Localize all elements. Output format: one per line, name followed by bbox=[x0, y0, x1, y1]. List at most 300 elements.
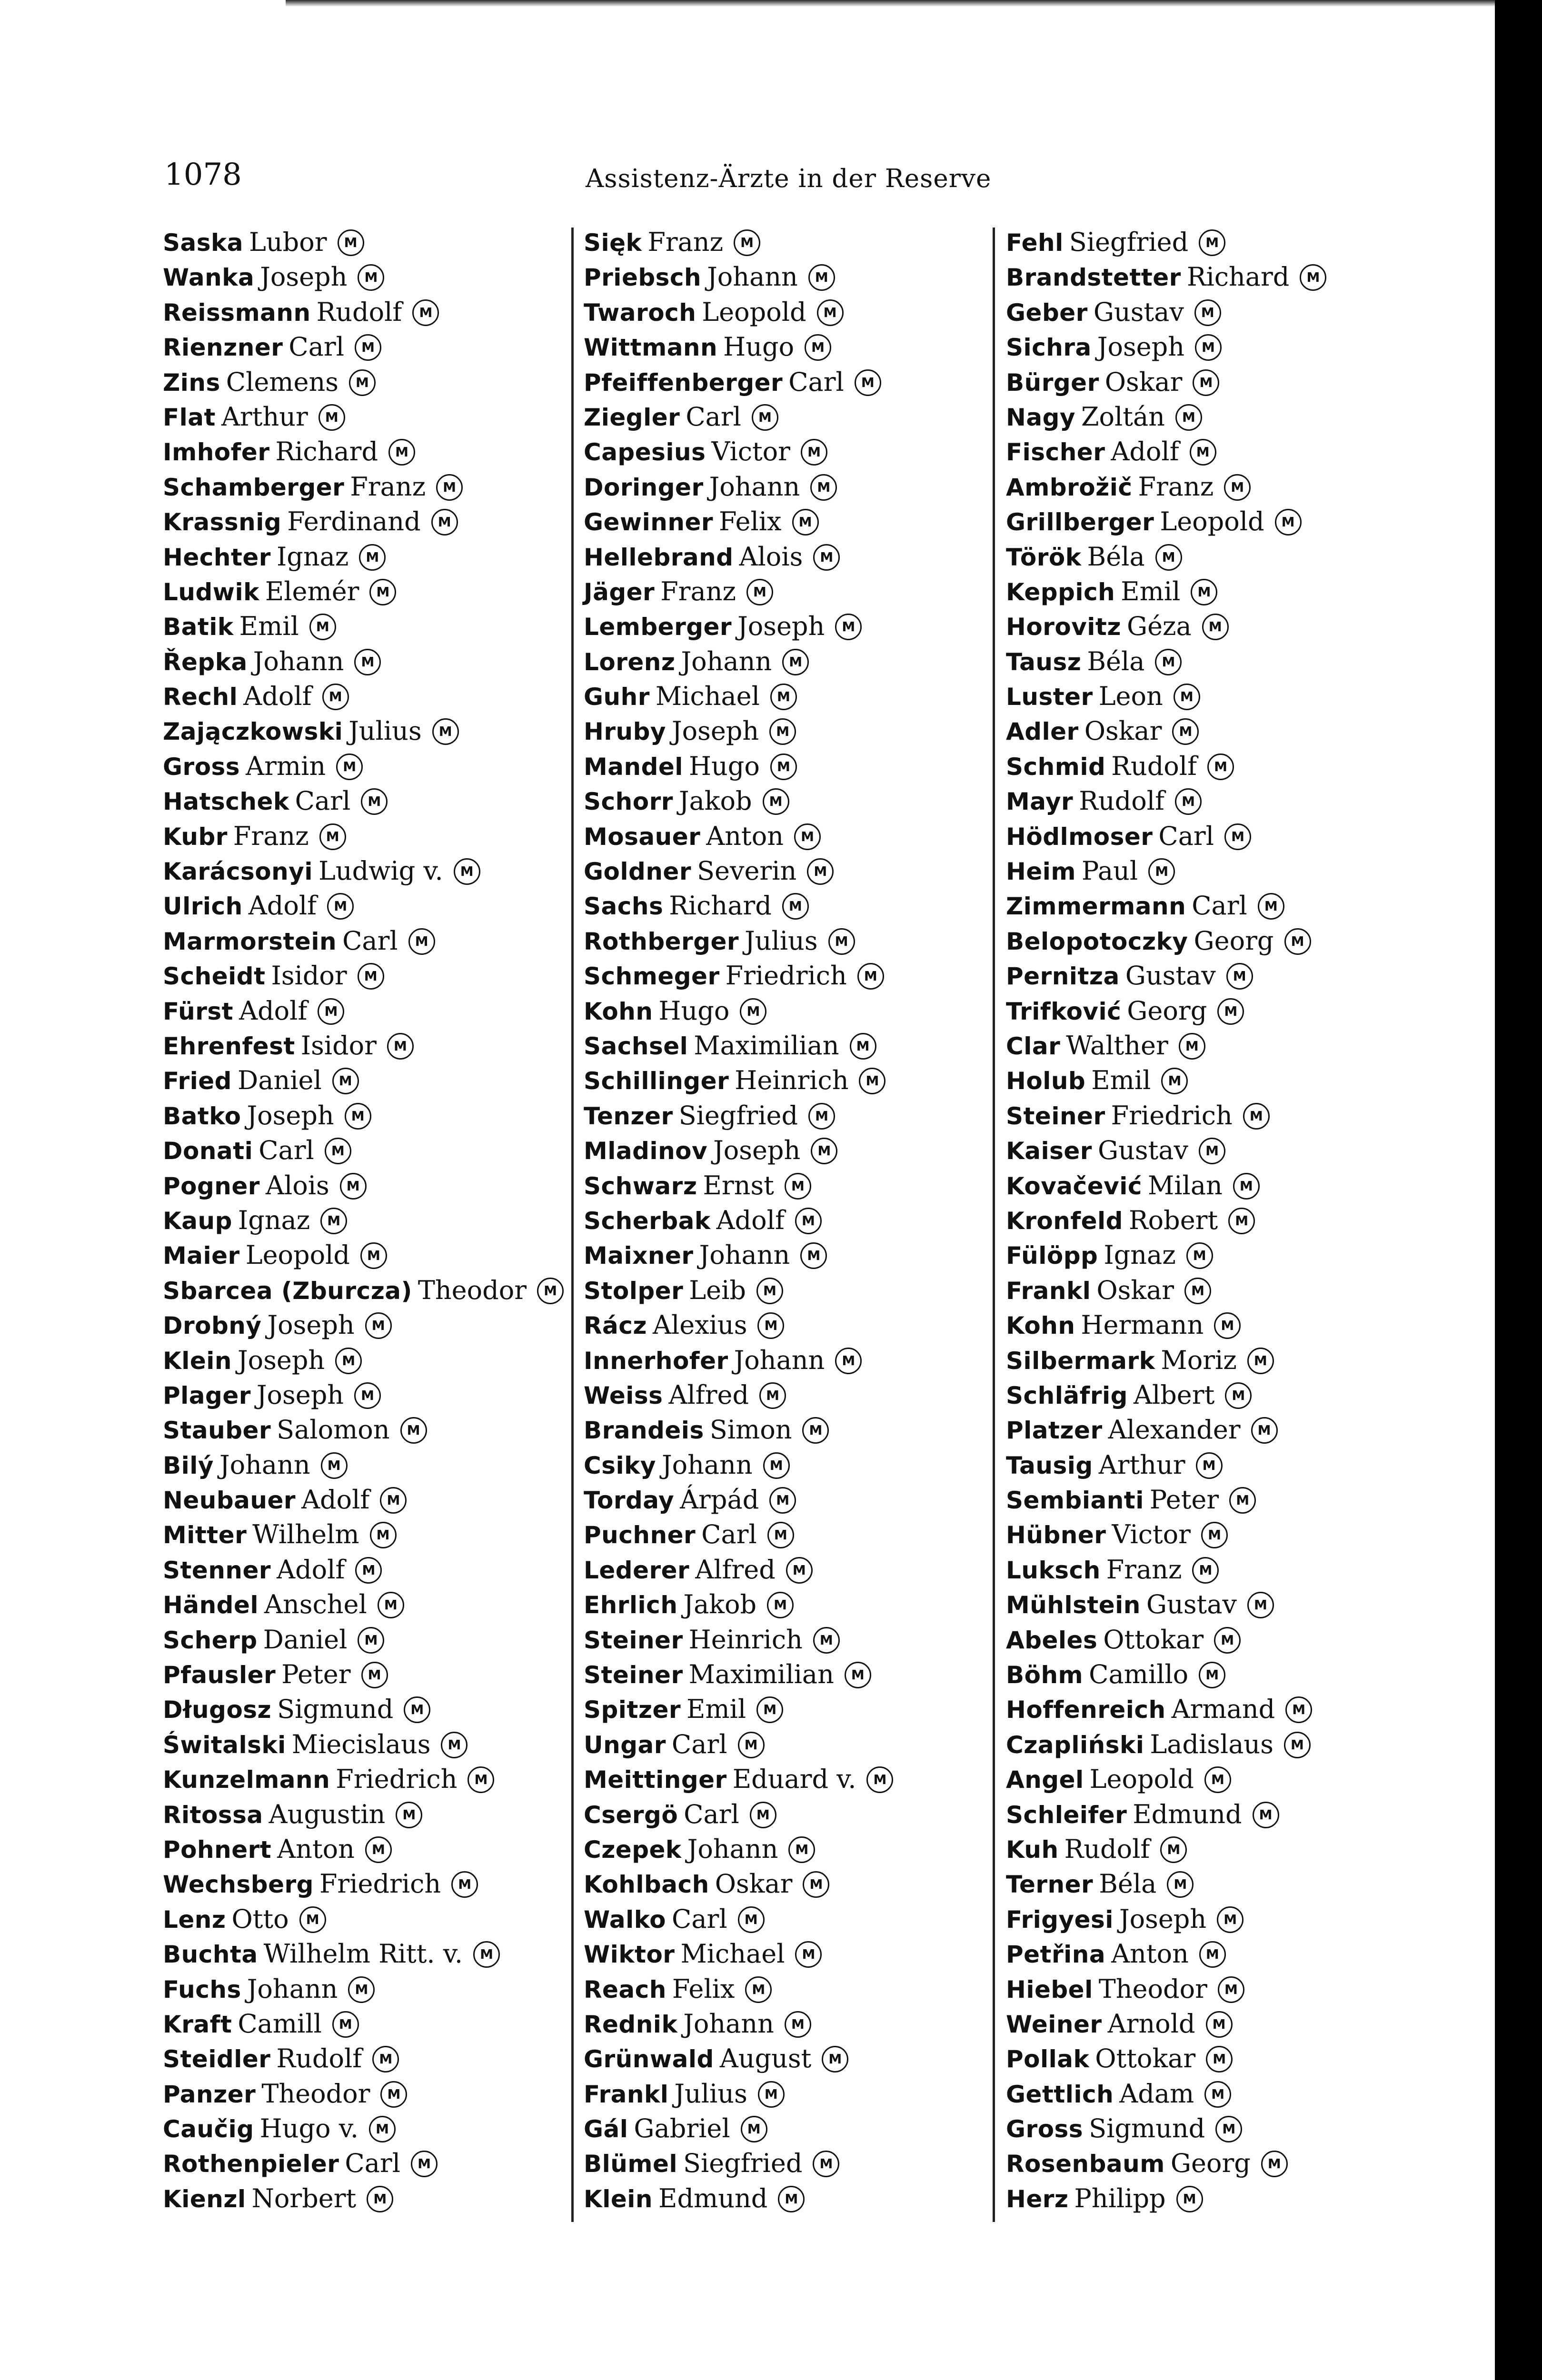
circled-m-icon: M bbox=[792, 509, 819, 536]
circled-m-icon: M bbox=[1201, 1522, 1228, 1548]
circled-m-icon: M bbox=[845, 1662, 871, 1688]
entry-surname: Kronfeld bbox=[1006, 1207, 1123, 1235]
entry-surname: Caučig bbox=[163, 2115, 254, 2143]
entry-given-name: Gustav bbox=[1125, 961, 1216, 991]
entry-surname: Pfausler bbox=[163, 1661, 276, 1689]
name-entry bbox=[584, 1797, 988, 1832]
circled-m-icon: M bbox=[370, 1522, 397, 1548]
entry-given-name: Franz bbox=[647, 227, 724, 257]
entry-given-name: Georg bbox=[1194, 925, 1274, 956]
name-entry bbox=[584, 1203, 988, 1238]
circled-m-icon: M bbox=[817, 299, 844, 326]
entry-surname: Zins bbox=[163, 368, 220, 397]
entry-given-name: Armin bbox=[246, 751, 326, 781]
entry-given-name: Johann bbox=[699, 1240, 790, 1270]
entry-given-name: Béla bbox=[1087, 541, 1145, 572]
circled-m-icon: M bbox=[767, 1592, 794, 1618]
circled-m-icon: M bbox=[778, 2186, 805, 2212]
circled-m-icon: M bbox=[1204, 1766, 1231, 1793]
circled-m-icon: M bbox=[537, 1278, 564, 1304]
entry-surname: Lederer bbox=[584, 1556, 690, 1584]
circled-m-icon: M bbox=[1284, 928, 1311, 955]
entry-surname: Fülöpp bbox=[1006, 1242, 1098, 1270]
name-entry bbox=[584, 259, 988, 294]
name-entry bbox=[163, 1482, 572, 1517]
name-entry bbox=[163, 1832, 572, 1866]
name-entry bbox=[163, 574, 572, 609]
name-entry bbox=[1006, 1482, 1482, 1517]
entry-given-name: Carl bbox=[684, 1799, 739, 1829]
entry-given-name: Heinrich bbox=[735, 1065, 849, 1096]
entry-given-name: Sigmund bbox=[1089, 2113, 1205, 2144]
name-entry bbox=[584, 225, 988, 259]
circled-m-icon: M bbox=[369, 2116, 396, 2142]
name-entry bbox=[1006, 1273, 1482, 1308]
entry-given-name: Adolf bbox=[239, 995, 308, 1026]
circled-m-icon: M bbox=[795, 1208, 822, 1234]
entry-surname: Gál bbox=[584, 2115, 628, 2143]
name-entry bbox=[584, 714, 988, 748]
circled-m-icon: M bbox=[1199, 1662, 1225, 1688]
entry-surname: Weiner bbox=[1006, 2010, 1102, 2038]
entry-given-name: Leib bbox=[689, 1275, 746, 1305]
circled-m-icon: M bbox=[782, 649, 809, 675]
entry-surname: Hellebrand bbox=[584, 543, 734, 571]
entry-surname: Maier bbox=[163, 1242, 240, 1270]
circled-m-icon: M bbox=[355, 1557, 382, 1584]
circled-m-icon: M bbox=[763, 788, 789, 815]
name-column-1 bbox=[163, 225, 572, 2216]
circled-m-icon: M bbox=[436, 474, 463, 501]
entry-given-name: Carl bbox=[701, 1519, 757, 1550]
circled-m-icon: M bbox=[822, 2046, 848, 2073]
name-entry bbox=[163, 1762, 572, 1796]
entry-surname: Brandstetter bbox=[1006, 264, 1181, 292]
circled-m-icon: M bbox=[299, 1906, 326, 1933]
circled-m-icon: M bbox=[1175, 788, 1202, 815]
entry-surname: Innerhofer bbox=[584, 1347, 728, 1375]
entry-given-name: Ignaz bbox=[1104, 1240, 1176, 1270]
entry-given-name: Maximilian bbox=[694, 1030, 839, 1061]
circled-m-icon: M bbox=[835, 1348, 862, 1374]
entry-given-name: Joseph bbox=[256, 1379, 344, 1410]
entry-given-name: Johann bbox=[734, 1345, 825, 1375]
entry-given-name: Adolf bbox=[243, 681, 312, 712]
entry-given-name: Julius bbox=[348, 716, 422, 746]
name-entry bbox=[163, 819, 572, 853]
entry-surname: Lorenz bbox=[584, 648, 676, 676]
name-entry bbox=[584, 783, 988, 818]
circled-m-icon: M bbox=[325, 1138, 351, 1164]
entry-surname: Hödlmoser bbox=[1006, 823, 1153, 851]
circled-m-icon: M bbox=[372, 2046, 399, 2073]
entry-given-name: Joseph bbox=[1119, 1904, 1207, 1934]
name-entry bbox=[1006, 329, 1482, 364]
circled-m-icon: M bbox=[1217, 1906, 1244, 1933]
name-entry bbox=[163, 1378, 572, 1412]
entry-given-name: Leon bbox=[1098, 681, 1163, 712]
entry-given-name: Robert bbox=[1128, 1205, 1218, 1235]
circled-m-icon: M bbox=[349, 369, 376, 396]
name-entry bbox=[584, 1063, 988, 1098]
circled-m-icon: M bbox=[767, 1522, 794, 1548]
circled-m-icon: M bbox=[322, 684, 349, 710]
entry-surname: Imhofer bbox=[163, 438, 270, 466]
entry-surname: Donati bbox=[163, 1137, 253, 1165]
name-entry bbox=[1006, 1657, 1482, 1692]
entry-given-name: Arnold bbox=[1107, 2008, 1195, 2039]
entry-surname: Belopotoczky bbox=[1006, 927, 1188, 955]
entry-surname: Kovačević bbox=[1006, 1172, 1142, 1200]
entry-surname: Saska bbox=[163, 229, 244, 257]
circled-m-icon: M bbox=[807, 858, 834, 885]
name-entry bbox=[1006, 469, 1482, 504]
entry-surname: Stenner bbox=[163, 1556, 271, 1584]
name-entry bbox=[163, 888, 572, 923]
entry-surname: Brandeis bbox=[584, 1417, 704, 1445]
name-entry bbox=[584, 1657, 988, 1692]
entry-surname: Török bbox=[1006, 543, 1082, 571]
name-entry bbox=[584, 365, 988, 399]
entry-surname: Pernitza bbox=[1006, 962, 1120, 991]
circled-m-icon: M bbox=[404, 1696, 430, 1723]
circled-m-icon: M bbox=[345, 1103, 371, 1130]
name-entry bbox=[163, 1168, 572, 1203]
entry-surname: Adler bbox=[1006, 718, 1079, 746]
name-entry bbox=[584, 1866, 988, 1901]
entry-given-name: Johann bbox=[219, 1449, 310, 1480]
entry-surname: Kohlbach bbox=[584, 1871, 709, 1899]
circled-m-icon: M bbox=[1218, 1976, 1244, 2003]
entry-given-name: Adolf bbox=[1111, 436, 1179, 467]
entry-surname: Sachsel bbox=[584, 1032, 688, 1060]
name-entry bbox=[584, 1378, 988, 1412]
entry-given-name: Daniel bbox=[237, 1065, 322, 1096]
circled-m-icon: M bbox=[369, 579, 396, 605]
entry-surname: Pollak bbox=[1006, 2045, 1090, 2073]
circled-m-icon: M bbox=[1251, 1417, 1278, 1444]
circled-m-icon: M bbox=[759, 1382, 786, 1409]
name-entry bbox=[1006, 609, 1482, 644]
circled-m-icon: M bbox=[801, 439, 827, 466]
entry-surname: Fischer bbox=[1006, 438, 1105, 466]
entry-given-name: Moriz bbox=[1161, 1345, 1237, 1375]
name-entry bbox=[584, 993, 988, 1028]
circled-m-icon: M bbox=[380, 1487, 407, 1514]
name-entry bbox=[163, 225, 572, 259]
circled-m-icon: M bbox=[746, 579, 773, 605]
entry-given-name: Adolf bbox=[301, 1485, 370, 1515]
circled-m-icon: M bbox=[1285, 1696, 1312, 1723]
circled-m-icon: M bbox=[850, 1033, 876, 1060]
entry-given-name: Rudolf bbox=[276, 2043, 362, 2074]
entry-given-name: Augustin bbox=[269, 1799, 386, 1829]
entry-surname: Frigyesi bbox=[1006, 1905, 1114, 1934]
entry-given-name: Leopold bbox=[702, 297, 806, 327]
circled-m-icon: M bbox=[794, 823, 821, 850]
entry-surname: Blümel bbox=[584, 2150, 677, 2178]
name-entry bbox=[584, 329, 988, 364]
entry-surname: Hoffenreich bbox=[1006, 1696, 1166, 1724]
circled-m-icon: M bbox=[788, 1836, 815, 1863]
name-entry bbox=[584, 504, 988, 539]
circled-m-icon: M bbox=[1176, 2186, 1203, 2212]
circled-m-icon: M bbox=[1214, 1627, 1241, 1654]
entry-surname: Platzer bbox=[1006, 1417, 1103, 1445]
name-entry bbox=[584, 1936, 988, 1971]
circled-m-icon: M bbox=[734, 229, 760, 256]
name-entry bbox=[584, 958, 988, 993]
name-entry bbox=[1006, 434, 1482, 469]
entry-given-name: Carl bbox=[788, 367, 844, 397]
entry-given-name: Hugo bbox=[723, 332, 795, 362]
entry-surname: Wiktor bbox=[584, 1941, 675, 1969]
circled-m-icon: M bbox=[1284, 1732, 1311, 1758]
circled-m-icon: M bbox=[1217, 998, 1244, 1025]
entry-surname: Schamberger bbox=[163, 473, 345, 501]
circled-m-icon: M bbox=[1160, 1836, 1187, 1863]
name-entry bbox=[1006, 504, 1482, 539]
circled-m-icon: M bbox=[1167, 1871, 1194, 1898]
name-entry bbox=[1006, 1203, 1482, 1238]
circled-m-icon: M bbox=[750, 1802, 776, 1828]
name-entry bbox=[584, 469, 988, 504]
entry-surname: Abeles bbox=[1006, 1626, 1098, 1654]
entry-surname: Kraft bbox=[163, 2010, 232, 2038]
circled-m-icon: M bbox=[1206, 2011, 1233, 2038]
entry-given-name: Edmund bbox=[658, 2183, 768, 2213]
entry-surname: Długosz bbox=[163, 1696, 272, 1724]
circled-m-icon: M bbox=[354, 1382, 381, 1409]
entry-given-name: Joseph bbox=[671, 716, 759, 746]
name-entry bbox=[1006, 1308, 1482, 1342]
entry-given-name: Hugo v. bbox=[259, 2113, 358, 2144]
entry-given-name: Julius bbox=[674, 2078, 747, 2109]
entry-given-name: Emil bbox=[1121, 576, 1181, 606]
entry-surname: Mitter bbox=[163, 1521, 247, 1549]
name-entry bbox=[163, 1657, 572, 1692]
name-entry bbox=[584, 1168, 988, 1203]
name-entry bbox=[1006, 853, 1482, 888]
circled-m-icon: M bbox=[320, 1208, 347, 1234]
name-entry bbox=[1006, 1378, 1482, 1412]
entry-given-name: Victor bbox=[1112, 1519, 1191, 1550]
entry-given-name: Carl bbox=[295, 786, 351, 816]
entry-surname: Czapliński bbox=[1006, 1731, 1144, 1759]
name-entry bbox=[584, 1622, 988, 1657]
entry-surname: Guhr bbox=[584, 683, 650, 711]
entry-surname: Hübner bbox=[1006, 1521, 1106, 1549]
circled-m-icon: M bbox=[321, 1452, 348, 1479]
circled-m-icon: M bbox=[1172, 718, 1199, 745]
entry-surname: Goldner bbox=[584, 858, 691, 886]
name-entry bbox=[1006, 1622, 1482, 1657]
entry-surname: Hechter bbox=[163, 543, 271, 571]
entry-surname: Maixner bbox=[584, 1242, 694, 1270]
name-entry bbox=[584, 1133, 988, 1168]
entry-surname: Twaroch bbox=[584, 298, 696, 327]
entry-given-name: Franz bbox=[1106, 1554, 1182, 1585]
entry-surname: Karácsonyi bbox=[163, 858, 313, 886]
name-entry bbox=[163, 1133, 572, 1168]
circled-m-icon: M bbox=[745, 1976, 772, 2003]
entry-surname: Kaiser bbox=[1006, 1137, 1092, 1165]
entry-surname: Meittinger bbox=[584, 1766, 727, 1794]
entry-surname: Böhm bbox=[1006, 1661, 1084, 1689]
name-entry bbox=[163, 1412, 572, 1447]
name-entry bbox=[1006, 888, 1482, 923]
name-entry bbox=[163, 714, 572, 748]
name-entry bbox=[584, 1343, 988, 1378]
entry-surname: Gewinner bbox=[584, 508, 714, 536]
circled-m-icon: M bbox=[358, 1627, 384, 1654]
circled-m-icon: M bbox=[380, 2081, 407, 2108]
entry-given-name: Árpád bbox=[680, 1485, 759, 1515]
entry-surname: Buchta bbox=[163, 1941, 258, 1969]
circled-m-icon: M bbox=[857, 963, 884, 990]
entry-given-name: Alexius bbox=[652, 1310, 747, 1340]
entry-surname: Schmeger bbox=[584, 962, 720, 991]
name-column-2 bbox=[584, 225, 988, 2216]
entry-surname: Schleifer bbox=[1006, 1801, 1127, 1829]
name-entry bbox=[163, 2146, 572, 2181]
entry-surname: Schwarz bbox=[584, 1172, 697, 1200]
entry-given-name: Ignaz bbox=[276, 541, 349, 572]
circled-m-icon: M bbox=[338, 229, 364, 256]
entry-given-name: Rudolf bbox=[1111, 751, 1197, 781]
entry-surname: Reissmann bbox=[163, 298, 311, 327]
circled-m-icon: M bbox=[358, 963, 384, 990]
name-entry bbox=[584, 1412, 988, 1447]
entry-surname: Klein bbox=[163, 1347, 232, 1375]
entry-surname: Silbermark bbox=[1006, 1347, 1155, 1375]
entry-surname: Bürger bbox=[1006, 368, 1099, 397]
circled-m-icon: M bbox=[1275, 509, 1302, 536]
name-entry bbox=[163, 1028, 572, 1063]
circled-m-icon: M bbox=[756, 1696, 783, 1723]
circled-m-icon: M bbox=[738, 1906, 765, 1933]
entry-given-name: Walther bbox=[1066, 1030, 1168, 1061]
entry-given-name: Anton bbox=[277, 1834, 355, 1864]
circled-m-icon: M bbox=[808, 1103, 835, 1130]
entry-given-name: Ignaz bbox=[238, 1205, 310, 1235]
circled-m-icon: M bbox=[1258, 893, 1284, 920]
entry-given-name: Joseph bbox=[267, 1310, 355, 1340]
circled-m-icon: M bbox=[1196, 1452, 1223, 1479]
entry-surname: Klein bbox=[584, 2185, 653, 2213]
entry-surname: Steiner bbox=[584, 1661, 683, 1689]
entry-given-name: Heinrich bbox=[688, 1624, 803, 1655]
entry-given-name: Michael bbox=[680, 1939, 785, 1969]
name-entry bbox=[163, 1308, 572, 1342]
entry-given-name: Gustav bbox=[1093, 297, 1184, 327]
entry-given-name: Otto bbox=[231, 1904, 289, 1934]
entry-surname: Hruby bbox=[584, 718, 666, 746]
circled-m-icon: M bbox=[396, 1802, 422, 1828]
entry-surname: Pohnert bbox=[163, 1835, 272, 1864]
circled-m-icon: M bbox=[1193, 369, 1219, 396]
circled-m-icon: M bbox=[1194, 299, 1221, 326]
entry-given-name: Carl bbox=[686, 401, 741, 432]
circled-m-icon: M bbox=[757, 1312, 784, 1339]
entry-surname: Gettlich bbox=[1006, 2080, 1114, 2108]
entry-given-name: Anton bbox=[706, 821, 784, 851]
name-entry bbox=[163, 1866, 572, 1901]
circled-m-icon: M bbox=[866, 1766, 893, 1793]
entry-surname: Drobný bbox=[163, 1312, 262, 1340]
entry-surname: Geber bbox=[1006, 298, 1088, 327]
page-number: 1078 bbox=[164, 157, 242, 192]
name-entry bbox=[1006, 993, 1482, 1028]
name-entry bbox=[584, 644, 988, 679]
circled-m-icon: M bbox=[785, 1173, 811, 1200]
entry-surname: Zimmermann bbox=[1006, 892, 1186, 921]
entry-given-name: Arthur bbox=[221, 401, 308, 432]
entry-given-name: Wilhelm Ritt. v. bbox=[263, 1939, 463, 1969]
entry-given-name: Miecislaus bbox=[291, 1729, 431, 1759]
circled-m-icon: M bbox=[412, 299, 439, 326]
circled-m-icon: M bbox=[802, 1417, 829, 1444]
entry-given-name: Siegfried bbox=[1069, 227, 1189, 257]
name-entry bbox=[163, 923, 572, 958]
entry-surname: Fehl bbox=[1006, 229, 1064, 257]
entry-given-name: Hugo bbox=[658, 995, 730, 1026]
entry-given-name: Ferdinand bbox=[287, 506, 421, 537]
entry-surname: Frankl bbox=[1006, 1277, 1091, 1305]
circled-m-icon: M bbox=[367, 2186, 393, 2212]
entry-given-name: Franz bbox=[1138, 471, 1214, 502]
circled-m-icon: M bbox=[1214, 1312, 1241, 1339]
circled-m-icon: M bbox=[332, 1068, 359, 1094]
circled-m-icon: M bbox=[805, 334, 831, 361]
circled-m-icon: M bbox=[340, 1173, 367, 1200]
entry-surname: Steiner bbox=[1006, 1102, 1105, 1130]
name-entry bbox=[163, 2041, 572, 2076]
name-entry bbox=[163, 2181, 572, 2216]
circled-m-icon: M bbox=[1191, 579, 1217, 605]
circled-m-icon: M bbox=[365, 1836, 392, 1863]
entry-given-name: Wilhelm bbox=[252, 1519, 359, 1550]
entry-given-name: Michael bbox=[655, 681, 760, 712]
circled-m-icon: M bbox=[1174, 684, 1200, 710]
entry-surname: Scheidt bbox=[163, 962, 266, 991]
name-entry bbox=[584, 1028, 988, 1063]
entry-surname: Pfeiffenberger bbox=[584, 368, 783, 397]
entry-surname: Fuchs bbox=[163, 1975, 241, 2003]
entry-surname: Ludwik bbox=[163, 578, 259, 606]
scan-page-edge bbox=[1495, 0, 1542, 2380]
entry-surname: Wanka bbox=[163, 264, 255, 292]
name-entry bbox=[584, 923, 988, 958]
name-entry bbox=[1006, 1343, 1482, 1378]
entry-given-name: Albert bbox=[1133, 1379, 1215, 1410]
entry-surname: Scherp bbox=[163, 1626, 258, 1654]
name-entry bbox=[584, 2181, 988, 2216]
circled-m-icon: M bbox=[441, 1732, 468, 1758]
entry-given-name: Joseph bbox=[238, 1345, 325, 1375]
circled-m-icon: M bbox=[855, 369, 881, 396]
circled-m-icon: M bbox=[1247, 1348, 1274, 1374]
entry-surname: Zajączkowski bbox=[163, 718, 343, 746]
name-entry bbox=[1006, 2076, 1482, 2111]
entry-surname: Jäger bbox=[584, 578, 655, 606]
name-entry bbox=[584, 749, 988, 783]
name-entry bbox=[1006, 1412, 1482, 1447]
circled-m-icon: M bbox=[1161, 1068, 1188, 1094]
entry-given-name: Joseph bbox=[247, 1100, 334, 1130]
entry-given-name: Julius bbox=[745, 925, 818, 956]
name-entry bbox=[1006, 1936, 1482, 1971]
